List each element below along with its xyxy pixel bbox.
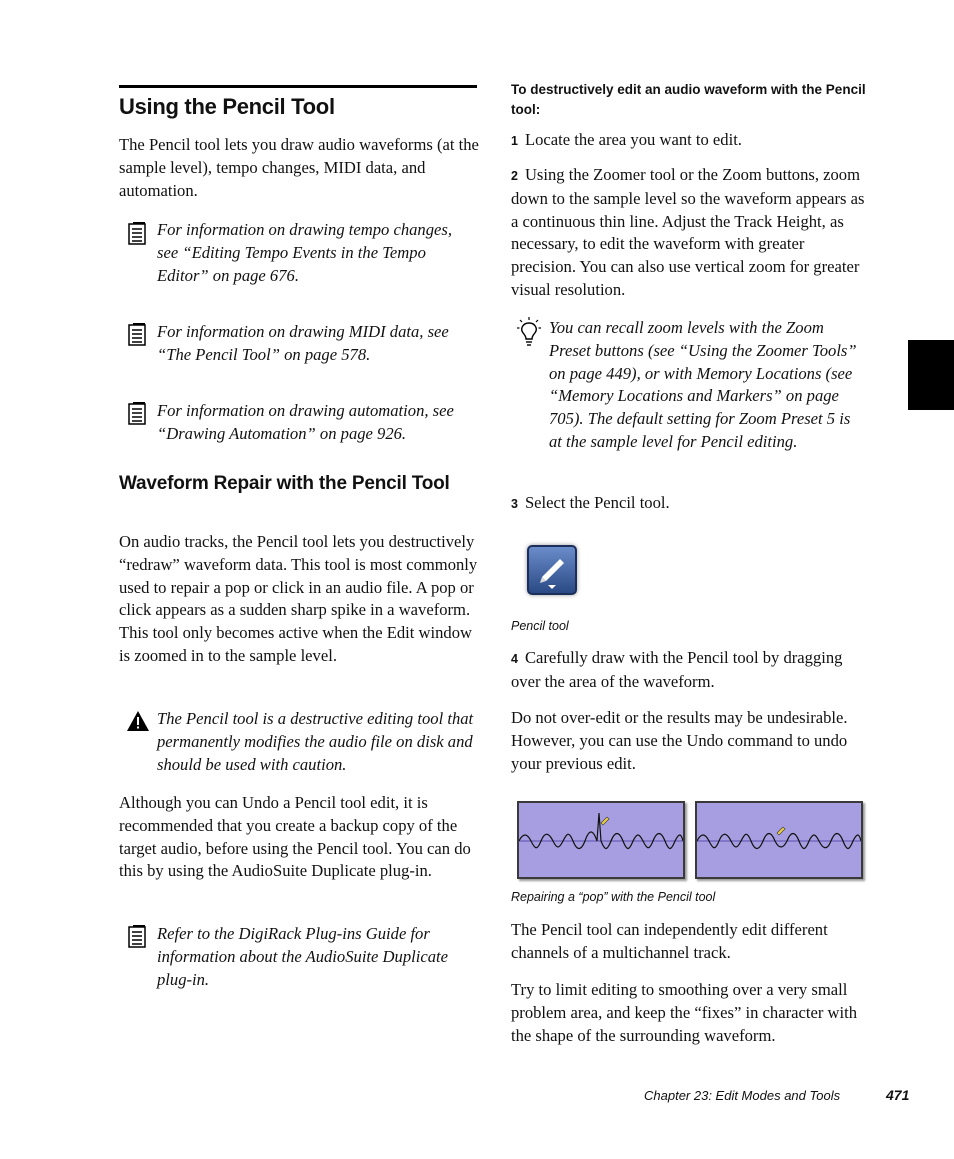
channels-paragraph: The Pencil tool can independently edit different channels of a multichannel track.: [511, 920, 828, 962]
pencil-icon: [529, 547, 575, 593]
section-subtitle: Waveform Repair with the Pencil Tool: [119, 473, 450, 494]
waveform-line: [519, 803, 683, 877]
step-text: Using the Zoomer tool or the Zoom buttons, zoom down to the sample level so the waveform appears as a continuous thin line. Adjust the Track Height, as necessary, to edit the waveform with greater precision. You can also use vertical zoom for greater visual resolution.: [511, 165, 865, 299]
note-icon: [128, 925, 148, 949]
note-icon: [128, 323, 148, 347]
note-tempo: For information on drawing tempo changes, see “Editing Tempo Events in the Tempo Editor” on page 676.: [157, 220, 452, 285]
step-3: [511, 492, 871, 516]
pop-repair-caption: Repairing a “pop” with the Pencil tool: [511, 890, 716, 904]
chapter-thumb-tab: [908, 340, 954, 410]
section-rule: [119, 85, 477, 88]
step-number: 4: [511, 652, 518, 666]
step-1: [511, 129, 871, 153]
warning-icon: [126, 710, 150, 732]
warning-text: The Pencil tool is a destructive editing tool that permanently modifies the audio file on disk and should be used with caution.: [157, 709, 474, 774]
step-text: Carefully draw with the Pencil tool by dragging over the area of the waveform.: [511, 648, 843, 691]
step-4: [511, 647, 871, 694]
step-text: Select the Pencil tool.: [524, 493, 670, 512]
footer-chapter: Chapter 23: Edit Modes and Tools: [644, 1088, 841, 1103]
step-text: Locate the area you want to edit.: [524, 130, 742, 149]
note-automation: For information on drawing automation, see “Drawing Automation” on page 926.: [157, 401, 454, 443]
note-icon: [128, 222, 148, 246]
note-midi: For information on drawing MIDI data, see “The Pencil Tool” on page 578.: [157, 322, 449, 364]
note-digirack: Refer to the DigiRack Plug-ins Guide for information about the AudioSuite Duplicate plug-in.: [157, 924, 448, 989]
page-number: 471: [886, 1087, 910, 1103]
smoothing-paragraph: Try to limit editing to smoothing over a very small problem area, and keep the “fixes” in character with the shape of the surrounding waveform.: [511, 980, 857, 1045]
waveform-line: [697, 803, 861, 877]
page-title: Using the Pencil Tool: [119, 94, 335, 119]
intro-paragraph: The Pencil tool lets you draw audio waveforms (at the sample level), tempo changes, MIDI data, and automation.: [119, 135, 479, 200]
waveform-before: [517, 801, 685, 879]
note-icon: [128, 402, 148, 426]
overedit-paragraph: Do not over-edit or the results may be undesirable. However, you can use the Undo command to undo your previous edit.: [511, 708, 848, 773]
tip-text: You can recall zoom levels with the Zoom Preset buttons (see “Using the Zoomer Tools” on page 449), or with Memory Locations (see “Memory Locations and Markers” on page 705). The default setting for Zoom Preset 5 is at the sample level for Pencil editing.: [549, 318, 857, 451]
waveform-repair-paragraph: On audio tracks, the Pencil tool lets you destructively “redraw” waveform data. This tool is most commonly used to repair a pop or click in an audio file. A pop or click appears as a sudden sharp spike in a waveform. This tool only becomes active when the Edit window is zoomed in to the sample level.: [119, 532, 478, 665]
step-2: [511, 164, 871, 302]
pencil-tool-caption: Pencil tool: [511, 619, 569, 633]
step-number: 3: [511, 497, 518, 511]
step-number: 2: [511, 169, 518, 183]
pencil-tool-button[interactable]: [527, 545, 577, 595]
waveform-after: [695, 801, 863, 879]
backup-paragraph: Although you can Undo a Pencil tool edit, it is recommended that you create a backup copy of the target audio, before using the Pencil tool. You can do this by using the AudioSuite Duplicate plug-in.: [119, 793, 471, 881]
lightbulb-icon: [517, 317, 541, 347]
procedure-title: To destructively edit an audio waveform with the Pencil tool:: [511, 82, 866, 117]
step-number: 1: [511, 134, 518, 148]
